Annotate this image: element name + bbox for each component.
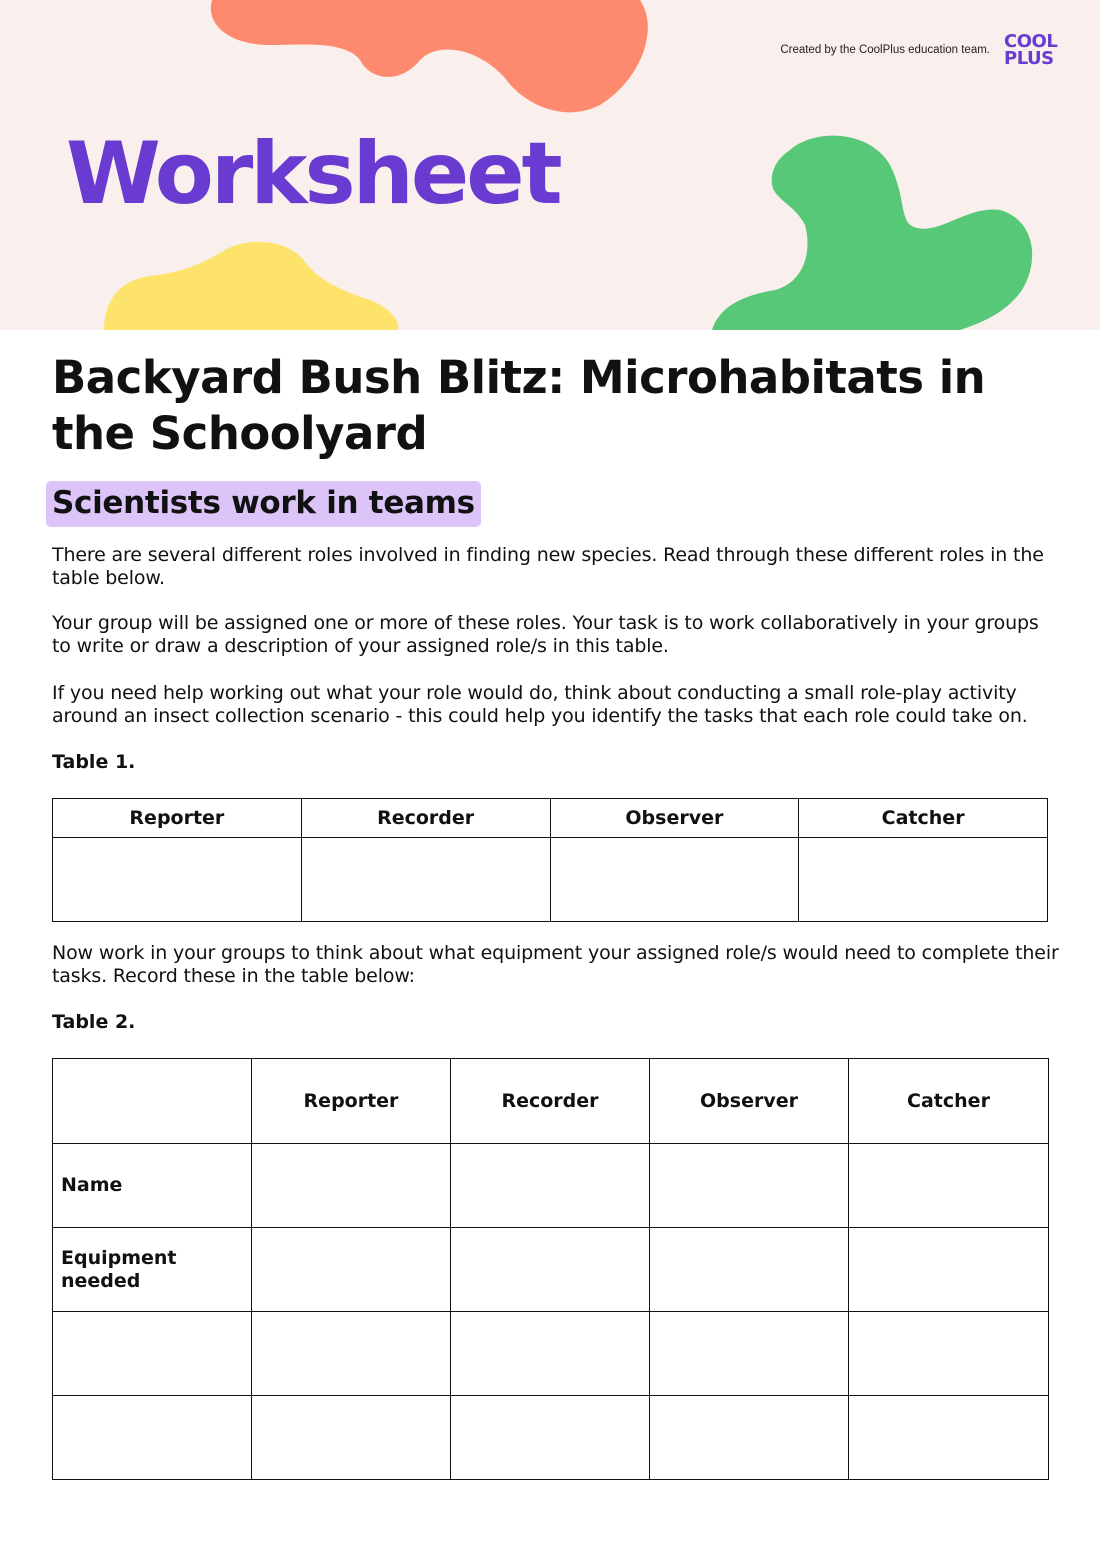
table1-header-observer: Observer xyxy=(550,799,799,838)
row-label-blank-2[interactable] xyxy=(53,1396,252,1480)
intro-paragraph-2: Your group will be assigned one or more of these roles. Your task is to work collaboratively in your groups to write or draw a description of your assigned role/s in this table. xyxy=(52,612,1039,657)
credit-text: Created by the CoolPlus education team. xyxy=(780,44,990,56)
table-row xyxy=(53,1228,1049,1312)
worksheet-title: Worksheet xyxy=(66,124,560,224)
table1-cell-observer[interactable] xyxy=(550,838,799,922)
section-heading: Scientists work in teams xyxy=(46,481,481,527)
table-cell[interactable] xyxy=(252,1312,451,1396)
table1-header-catcher: Catcher xyxy=(799,799,1048,838)
table-row xyxy=(53,1312,1049,1396)
equipment-table xyxy=(52,1058,1049,1480)
table-cell[interactable] xyxy=(849,1396,1049,1480)
intro-paragraph-1: There are several different roles involved in finding new species. Read through these different roles in the table below. xyxy=(52,544,1044,589)
table1-header-row xyxy=(53,799,1048,838)
coolplus-logo xyxy=(1004,33,1068,73)
row-label-name: Name xyxy=(53,1144,252,1228)
table-cell[interactable] xyxy=(252,1396,451,1480)
equipment-paragraph: Now work in your groups to think about what equipment your assigned role/s would need to complete their tasks. Record these in the table below: xyxy=(52,942,1059,987)
table-cell[interactable] xyxy=(252,1228,451,1312)
table-cell[interactable] xyxy=(451,1144,650,1228)
green-blob xyxy=(712,136,1032,330)
table-cell[interactable] xyxy=(650,1396,849,1480)
table-cell[interactable] xyxy=(849,1312,1049,1396)
table-cell[interactable] xyxy=(451,1312,650,1396)
table-cell[interactable] xyxy=(451,1396,650,1480)
table-cell[interactable] xyxy=(650,1228,849,1312)
table-cell[interactable] xyxy=(252,1144,451,1228)
roles-table xyxy=(52,798,1048,922)
table-row xyxy=(53,1396,1049,1480)
table1-row xyxy=(53,838,1048,922)
table1-label: Table 1. xyxy=(52,751,136,773)
logo-line-2: PLUS xyxy=(1004,48,1054,69)
header-banner xyxy=(0,0,1100,330)
table-cell[interactable] xyxy=(650,1144,849,1228)
table-cell[interactable] xyxy=(451,1228,650,1312)
table1-cell-reporter[interactable] xyxy=(53,838,302,922)
table1-header-reporter: Reporter xyxy=(53,799,302,838)
row-label-blank-1[interactable] xyxy=(53,1312,252,1396)
table2-label: Table 2. xyxy=(52,1011,136,1033)
page-title: Backyard Bush Blitz: Microhabitats in the Schoolyard xyxy=(52,351,986,460)
intro-paragraph-3: If you need help working out what your role would do, think about conducting a small role-play activity around an insect collection scenario - this could help you identify the tasks that each role could take on. xyxy=(52,682,1028,727)
table-row xyxy=(53,1144,1049,1228)
table-cell[interactable] xyxy=(650,1312,849,1396)
table-cell[interactable] xyxy=(849,1228,1049,1312)
logo-line-1: COOL xyxy=(1004,31,1058,52)
table1-header-recorder: Recorder xyxy=(301,799,550,838)
table2-header-catcher: Catcher xyxy=(849,1059,1049,1144)
coral-blob xyxy=(211,0,648,112)
row-label-equipment: Equipment needed xyxy=(53,1228,252,1312)
table-cell[interactable] xyxy=(849,1144,1049,1228)
table1-cell-catcher[interactable] xyxy=(799,838,1048,922)
table1-cell-recorder[interactable] xyxy=(301,838,550,922)
table2-header-recorder: Recorder xyxy=(451,1059,650,1144)
table2-header-reporter: Reporter xyxy=(252,1059,451,1144)
table2-header-row xyxy=(53,1059,1049,1144)
table2-header-observer: Observer xyxy=(650,1059,849,1144)
table2-header-blank xyxy=(53,1059,252,1144)
yellow-blob xyxy=(104,242,398,330)
